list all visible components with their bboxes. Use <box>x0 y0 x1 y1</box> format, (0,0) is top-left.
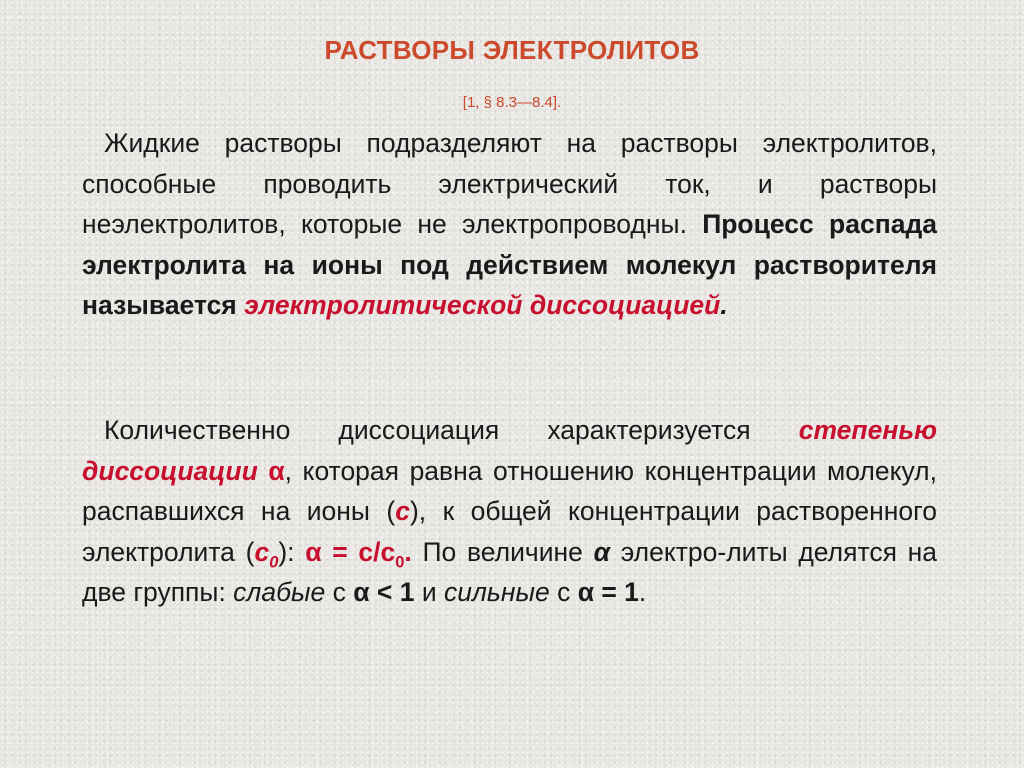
alpha-symbol: α <box>257 455 285 486</box>
degree-text-2: ), к общей концентрации растворенного электролита ( <box>82 496 937 567</box>
background-seam <box>0 384 1024 385</box>
slide-title: РАСТВОРЫ ЭЛЕКТРОЛИТОВ <box>324 35 700 65</box>
definition-intro: Жидкие растворы подразделяют на растворы электролитов, способные проводить электрический ток, и растворы неэлектролитов, которые не электропроводны. <box>82 128 937 239</box>
alpha-less-than-one: α < 1 <box>353 577 415 607</box>
alpha-italic: α <box>593 536 611 567</box>
degree-end: . <box>638 577 647 607</box>
formula-alpha: $\alpha = с/с_0$. <box>305 536 412 571</box>
symbol-c0: $с_0$ <box>254 536 279 571</box>
term-electrolytic-dissociation: электролитической диссоциацией <box>244 290 721 320</box>
degree-text-1: , которая равна отношению концентрации молекул, распавшихся на ионы ( <box>82 455 938 526</box>
slide-reference: [1, § 8.3—8.4]. <box>462 94 562 111</box>
definition-end: . <box>720 290 728 320</box>
term-degree-of-dissociation: степенью диссоциации <box>82 415 937 486</box>
degree-intro: Количественно диссоциация характеризуется <box>104 415 799 445</box>
degree-text-8: с <box>549 577 578 607</box>
degree-text-6: с <box>325 577 354 607</box>
term-strong: сильные <box>444 577 550 607</box>
alpha-equals-one: α = 1 <box>577 577 639 607</box>
degree-text-5: электро-литы делятся на две группы: <box>82 536 937 607</box>
definition-bold: Процесс распада электролита на ионы под действием молекул растворителя называется <box>82 209 938 320</box>
degree-text-3: ): <box>278 536 306 567</box>
degree-text-7: и <box>414 577 444 607</box>
symbol-c: с <box>395 496 410 526</box>
paragraph-degree <box>82 410 937 613</box>
term-weak: слабые <box>233 577 326 607</box>
degree-text-4: По величине <box>411 536 594 567</box>
paragraph-definition <box>82 123 937 326</box>
